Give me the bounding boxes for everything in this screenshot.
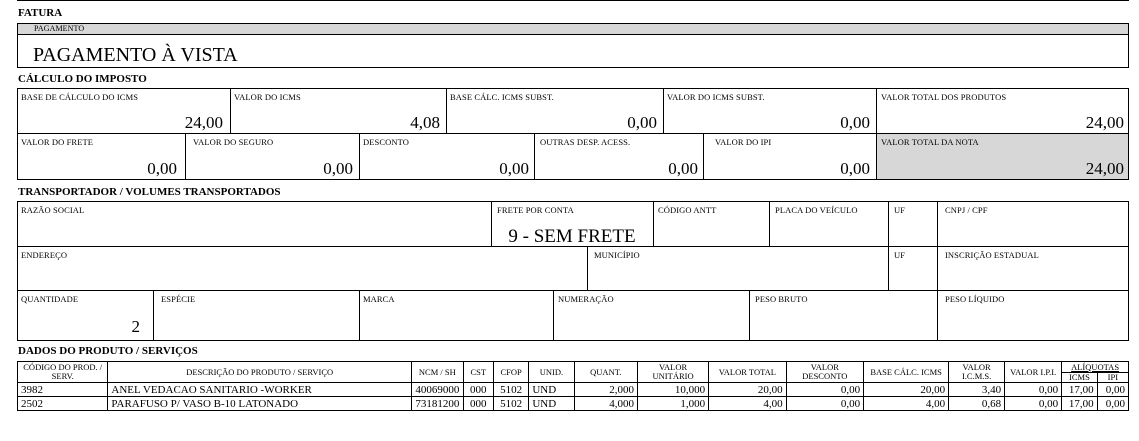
valor-frete-value: 0,00 xyxy=(147,159,177,178)
produtos-title: DADOS DO PRODUTO / SERVIÇOS xyxy=(18,345,198,357)
base-icms-st-value: 0,00 xyxy=(627,113,657,132)
top-border xyxy=(17,0,1129,1)
imposto-title: CÁLCULO DO IMPOSTO xyxy=(18,73,147,85)
cell-unid: UND xyxy=(529,383,574,397)
cell-valor-ipi: 0,00 xyxy=(1005,383,1062,397)
base-icms-value: 24,00 xyxy=(184,113,223,132)
col-valor-total: VALOR TOTAL xyxy=(709,362,787,383)
imposto-box xyxy=(17,88,1129,180)
cell-aliq-ipi: 0,00 xyxy=(1097,397,1128,411)
base-icms-st-label: BASE CÁLC. ICMS SUBST. xyxy=(450,92,554,102)
divider xyxy=(888,202,889,290)
cell-valor-icms: 0,68 xyxy=(949,397,1005,411)
peso-liquido-label: PESO LÍQUIDO xyxy=(945,294,1005,304)
col-codigo: CÓDIGO DO PROD. / SERV. xyxy=(18,362,108,383)
razao-social-label: RAZÃO SOCIAL xyxy=(21,205,85,215)
especie-label: ESPÉCIE xyxy=(161,294,196,304)
valor-icms-st-value: 0,00 xyxy=(840,113,870,132)
cell-base-calc-icms: 4,00 xyxy=(864,397,949,411)
cell-ncm: 73181200 xyxy=(412,397,464,411)
cell-cst: 000 xyxy=(463,383,493,397)
col-descricao: DESCRIÇÃO DO PRODUTO / SERVIÇO xyxy=(108,362,412,383)
peso-bruto-label: PESO BRUTO xyxy=(755,294,808,304)
col-quant: QUANT. xyxy=(574,362,638,383)
col-ncm: NCM / SH xyxy=(412,362,464,383)
cell-aliq-ipi: 0,00 xyxy=(1097,383,1128,397)
uf1-label: UF xyxy=(894,205,906,215)
col-valor-icms: VALOR I.C.M.S. xyxy=(949,362,1005,383)
cell-quant: 2,000 xyxy=(574,383,638,397)
divider xyxy=(359,290,360,340)
quantidade-label: QUANTIDADE xyxy=(21,294,79,304)
desconto-label: DESCONTO xyxy=(363,137,409,147)
aliq-ipi-label: IPI xyxy=(1107,371,1119,382)
cell-codigo: 2502 xyxy=(18,397,108,411)
divider xyxy=(749,290,750,340)
col-base-calc-icms: BASE CÁLC. ICMS xyxy=(864,362,949,383)
valor-total-produtos-label: VALOR TOTAL DOS PRODUTOS xyxy=(881,92,1007,102)
cell-base-calc-icms: 20,00 xyxy=(864,383,949,397)
cell-valor-unitario: 1,000 xyxy=(638,397,709,411)
valor-seguro-value: 0,00 xyxy=(323,159,353,178)
cell-descricao: PARAFUSO P/ VASO B-10 LATONADO xyxy=(108,397,412,411)
valor-total-nota-label: VALOR TOTAL DA NOTA xyxy=(881,137,979,147)
cell-cfop: 5102 xyxy=(493,383,529,397)
aliq-icms-label: ICMS xyxy=(1062,373,1098,382)
inscricao-estadual-label: INSCRIÇÃO ESTADUAL xyxy=(945,250,1039,260)
frete-por-conta-value: 9 - SEM FRETE xyxy=(508,226,636,247)
base-icms-label: BASE DE CÁLCULO DO ICMS xyxy=(21,92,139,102)
col-aliquotas xyxy=(1062,362,1129,383)
divider xyxy=(587,246,588,290)
col-unid: UNID. xyxy=(529,362,574,383)
cell-aliq-icms: 17,00 xyxy=(1062,383,1098,397)
cell-quant: 4,000 xyxy=(574,397,638,411)
col-cfop: CFOP xyxy=(493,362,529,383)
endereco-label: ENDEREÇO xyxy=(21,250,68,260)
outras-desp-value: 0,00 xyxy=(668,159,698,178)
table-row xyxy=(18,397,1129,411)
col-valor-unitario: VALOR UNITÁRIO xyxy=(638,362,709,383)
cell-descricao: ANEL VEDACAO SANITARIO -WORKER xyxy=(108,383,412,397)
produtos-table xyxy=(17,361,1129,411)
cell-valor-desconto: 0,00 xyxy=(786,383,864,397)
pagamento-header xyxy=(18,24,1128,35)
placa-veiculo-label: PLACA DO VEÍCULO xyxy=(775,205,858,215)
cell-ncm: 40069000 xyxy=(412,383,464,397)
col-valor-desconto: VALOR DESCONTO xyxy=(786,362,864,383)
cell-valor-total: 4,00 xyxy=(709,397,787,411)
cell-cfop: 5102 xyxy=(493,397,529,411)
numeracao-label: NUMERAÇÃO xyxy=(558,294,614,304)
uf2-label: UF xyxy=(894,250,906,260)
valor-icms-value: 4,08 xyxy=(410,113,440,132)
municipio-label: MUNICÍPIO xyxy=(594,250,640,260)
valor-total-nota-value: 24,00 xyxy=(1085,159,1124,178)
divider xyxy=(553,290,554,340)
cell-codigo: 3982 xyxy=(18,383,108,397)
cell-cst: 000 xyxy=(463,397,493,411)
col-cst: CST xyxy=(463,362,493,383)
valor-icms-st-label: VALOR DO ICMS SUBST. xyxy=(667,92,765,102)
valor-seguro-label: VALOR DO SEGURO xyxy=(193,137,274,147)
transportador-box xyxy=(17,201,1129,341)
frete-por-conta-label: FRETE POR CONTA xyxy=(497,205,574,215)
cell-valor-unitario: 10,000 xyxy=(638,383,709,397)
outras-desp-label: OUTRAS DESP. ACESS. xyxy=(540,137,631,147)
fatura-box xyxy=(17,23,1129,68)
quantidade-value: 2 xyxy=(131,317,140,336)
cnpj-cpf-label: CNPJ / CPF xyxy=(945,205,988,215)
divider xyxy=(18,290,1128,291)
pagamento-value: PAGAMENTO À VISTA xyxy=(33,44,238,66)
pagamento-label: PAGAMENTO xyxy=(34,24,85,33)
valor-total-produtos-value: 24,00 xyxy=(1085,113,1124,132)
valor-frete-label: VALOR DO FRETE xyxy=(21,137,94,147)
divider xyxy=(153,290,154,340)
codigo-antt-label: CÓDIGO ANTT xyxy=(658,205,717,215)
aliquotas-label: ALÍQUOTAS xyxy=(1062,363,1129,373)
valor-icms-label: VALOR DO ICMS xyxy=(234,92,301,102)
cell-valor-icms: 3,40 xyxy=(949,383,1005,397)
col-valor-ipi: VALOR I.P.I. xyxy=(1005,362,1062,383)
desconto-value: 0,00 xyxy=(499,159,529,178)
valor-ipi-value: 0,00 xyxy=(840,159,870,178)
produtos-header-row xyxy=(18,362,1129,383)
divider xyxy=(653,202,654,246)
cell-aliq-icms: 17,00 xyxy=(1062,397,1098,411)
transportador-title: TRANSPORTADOR / VOLUMES TRANSPORTADOS xyxy=(18,186,281,198)
divider xyxy=(769,202,770,246)
cell-unid: UND xyxy=(529,397,574,411)
cell-valor-desconto: 0,00 xyxy=(786,397,864,411)
cell-valor-ipi: 0,00 xyxy=(1005,397,1062,411)
valor-ipi-label: VALOR DO IPI xyxy=(715,137,772,147)
divider xyxy=(937,202,938,340)
table-row xyxy=(18,383,1129,397)
fatura-title: FATURA xyxy=(18,7,63,19)
marca-label: MARCA xyxy=(363,294,395,304)
cell-valor-total: 20,00 xyxy=(709,383,787,397)
